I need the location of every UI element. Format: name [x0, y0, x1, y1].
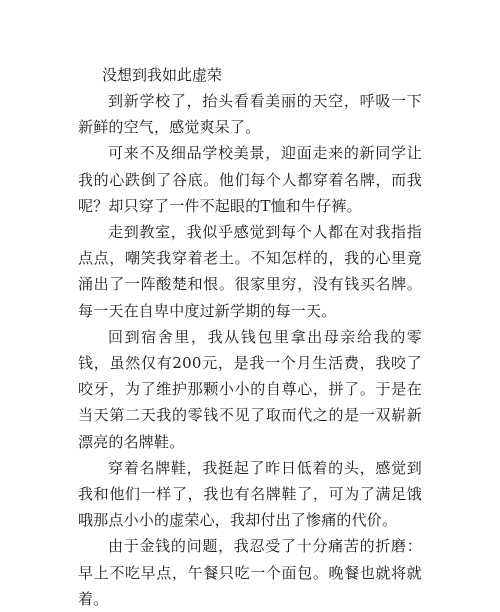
paragraph-6: 由于金钱的问题，我忍受了十分痛苦的折磨：早上不吃早点，午餐只吃一个面包。晚餐也就将就着。 — [78, 537, 422, 608]
essay-body — [78, 62, 422, 612]
paragraph-1: 到新学校了，抬头看看美丽的天空，呼吸一下新鲜的空气，感觉爽呆了。 — [78, 92, 422, 137]
paragraph-5: 穿着名牌鞋，我挺起了昨日低着的头，感觉到我和他们一样了，我也有名牌鞋了，可为了满足饿哦那点小小的虚荣心，我却付出了惨痛的代价。 — [78, 458, 422, 530]
paragraph-3: 走到教室，我似乎感觉到每个人都在对我指指点点，嘲笑我穿着老土。不知怎样的，我的心里竟涌出了一阵酸楚和恨。很家里穷，没有钱买名牌。每一天在自卑中度过新学期的每一天。 — [78, 223, 422, 320]
paragraph-2: 可来不及细品学校美景，迎面走来的新同学让我的心跌倒了谷底。他们每个人都穿着名牌，而我呢？却只穿了一件不起眼的T恤和牛仔裤。 — [78, 144, 422, 215]
essay-title: 没想到我如此虚荣 — [102, 66, 223, 84]
paragraph-4: 回到宿舍里，我从钱包里拿出母亲给我的零钱，虽然仅有200元，是我一个月生活费，我咬了咬牙，为了维护那颗小小的自尊心，拼了。于是在当天第二天我的零钱不见了取而代之的是一双崭新漂亮的名牌鞋。 — [78, 327, 422, 451]
